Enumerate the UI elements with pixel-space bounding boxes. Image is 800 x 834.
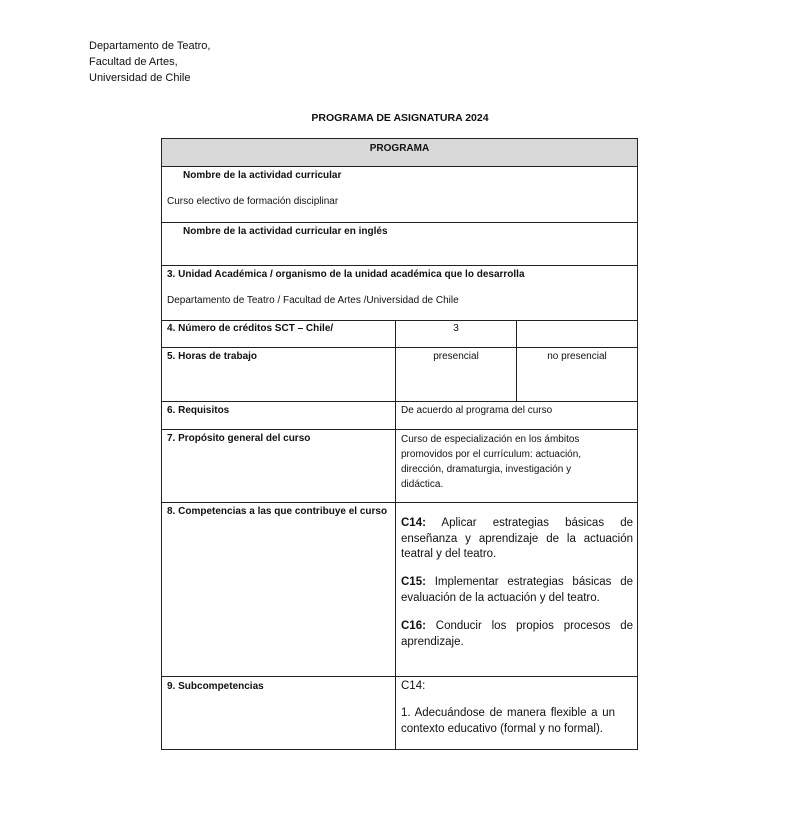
purpose-label: 7. Propósito general del curso [167, 433, 311, 444]
competency-text: Implementar estrategias básicas de evaluación de la actuación y del teatro. [401, 576, 633, 604]
purpose-value: Curso de especialización en los ámbitos promovidos por el currículum: actuación, dirección, dramaturgia, investigación y didáctica. [401, 434, 582, 490]
header-line-university: Universidad de Chile [89, 72, 191, 84]
activity-name-label: Nombre de la actividad curricular [183, 170, 342, 181]
hours-presencial: presencial [433, 351, 479, 362]
academic-unit-value: Departamento de Teatro / Facultad de Artes /Universidad de Chile [167, 295, 459, 306]
competency-c16 [401, 619, 633, 650]
institution-header [89, 38, 210, 86]
row-divider [161, 502, 638, 503]
row-divider [161, 401, 638, 402]
work-hours-label: 5. Horas de trabajo [167, 351, 258, 362]
competency-c15 [401, 575, 633, 606]
hours-no-presencial: no presencial [547, 351, 607, 362]
subcompetency-item: 1. Adecuándose de manera flexible a un contexto educativo (formal y no formal). [401, 707, 615, 735]
header-line-department: Departamento de Teatro, [89, 40, 211, 52]
activity-name-value: Curso electivo de formación disciplinar [167, 196, 339, 207]
subcompetency-code: C14: [401, 680, 426, 692]
requirements-label: 6. Requisitos [167, 405, 230, 416]
document-title: PROGRAMA DE ASIGNATURA 2024 [311, 112, 489, 124]
subcompetencies-label: 9. Subcompetencias [167, 681, 264, 692]
header-line-faculty: Facultad de Artes, [89, 56, 178, 68]
competencies-label: 8. Competencias a las que contribuye el curso [167, 506, 388, 517]
requirements-value: De acuerdo al programa del curso [401, 405, 553, 416]
program-header: PROGRAMA [369, 143, 430, 154]
competency-code: C16: [401, 620, 426, 632]
competency-text: Aplicar estrategias básicas de enseñanza y aprendizaje de la actuación teatral y del teatro. [401, 517, 633, 560]
row-divider [161, 265, 638, 266]
row-divider [161, 429, 638, 430]
column-divider [395, 320, 396, 750]
activity-name-en-label: Nombre de la actividad curricular en inglés [183, 226, 388, 237]
row-divider [161, 320, 638, 321]
competency-text: Conducir los propios procesos de aprendizaje. [401, 620, 633, 648]
competency-c14 [401, 516, 633, 563]
row-divider [161, 166, 638, 167]
competency-code: C14: [401, 517, 426, 529]
credits-value: 3 [453, 323, 459, 334]
row-divider [161, 676, 638, 677]
academic-unit-label: 3. Unidad Académica / organismo de la unidad académica que lo desarrolla [167, 269, 525, 280]
row-divider [161, 222, 638, 223]
credits-label: 4. Número de créditos SCT – Chile/ [167, 323, 334, 334]
competency-code: C15: [401, 576, 426, 588]
row-divider [161, 347, 638, 348]
